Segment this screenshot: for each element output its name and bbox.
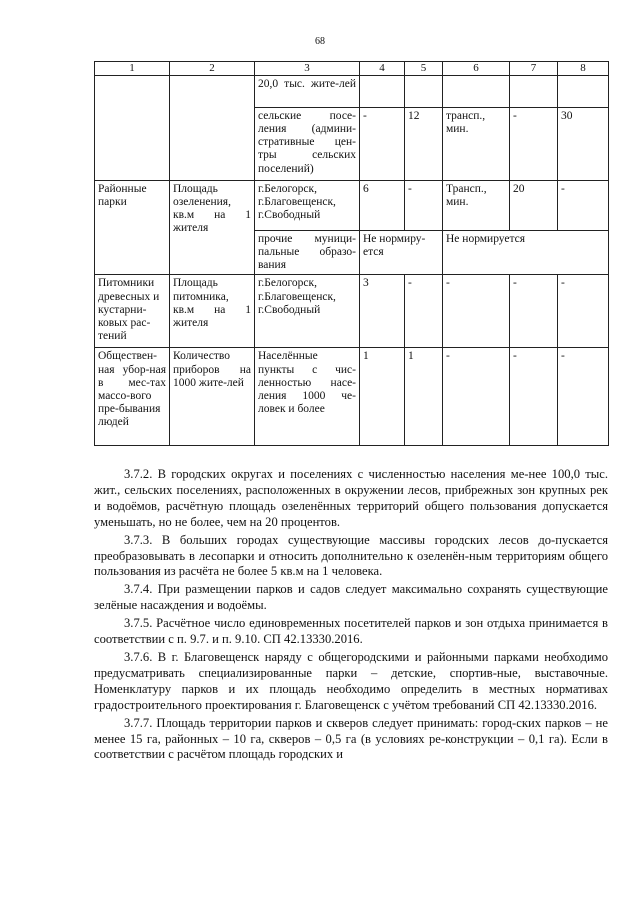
table-cell: 12 <box>405 107 443 180</box>
header-cell: 4 <box>360 62 405 76</box>
header-cell: 8 <box>558 62 609 76</box>
paragraph-3-7-2: 3.7.2. В городских округах и поселениях с численностью населения ме-нее 100,0 тыс. жит., сельских поселениях, расположенных в окружении лесов, прибрежных зон крупных рек и водоёмов, расчётную площадь озеленённых территорий общего пользования допускается уменьшать, но не более, чем на 20 процентов. <box>94 467 608 529</box>
table-cell: г.Белогорск, г.Благовещенск, г.Свободный <box>255 180 360 230</box>
table-cell: прочие муници-пальные образо-вания <box>255 230 360 275</box>
table-cell <box>558 75 609 107</box>
table-cell: г.Белогорск, г.Благовещенск, г.Свободный <box>255 275 360 348</box>
table-row <box>95 275 609 348</box>
header-cell: 6 <box>443 62 510 76</box>
table-cell: Районные парки <box>95 180 170 275</box>
table-cell: Не нормируется <box>443 230 609 275</box>
paragraph-3-7-5: 3.7.5. Расчётное число единовременных посетителей парков и зон отдыха принимается в соответствии с п. 9.7. и п. 9.10. СП 42.13330.2016. <box>94 616 608 647</box>
table-cell: - <box>510 107 558 180</box>
body-text <box>94 467 608 763</box>
table-cell: Площадь питомника, кв.м на 1 жителя <box>170 275 255 348</box>
norms-table <box>94 61 609 446</box>
table-cell: трансп., мин. <box>443 107 510 180</box>
table-row <box>95 348 609 446</box>
table-header-row <box>95 62 609 76</box>
table-cell: - <box>443 275 510 348</box>
table-cell: 30 <box>558 107 609 180</box>
table-cell: - <box>510 275 558 348</box>
table-cell: Площадь озеленения, кв.м на 1 жителя <box>170 180 255 275</box>
table-cell: - <box>360 107 405 180</box>
page-number: 68 <box>315 36 325 47</box>
table-cell: Обществен-ная убор-ная в мес-тах массо-вого пре-бывания людей <box>95 348 170 446</box>
table-cell: 20 <box>510 180 558 230</box>
table-cell: 20,0 тыс. жите-лей <box>255 75 360 107</box>
paragraph-3-7-6: 3.7.6. В г. Благовещенск наряду с общегородскими и районными парками необходимо предусматривать специализированные парки – детские, спортив-ные, выставочные. Номенклатуру парков и их площадь необходимо определить в местных нормативах градостроительного проектирования г. Благовещенск с учётом требований СП 42.13330.2016. <box>94 649 608 712</box>
paragraph-3-7-7: 3.7.7. Площадь территории парков и скверов следует принимать: город-ских парков – не менее 15 га, районных – 10 га, скверов – 0,5 га (в условиях ре-конструкции – 0,1 га). Если в соответствии с расчётом площадь городских и <box>94 715 608 762</box>
paragraph-3-7-3: 3.7.3. В больших городах существующие массивы городских лесов до-пускается преобразовывать в лесопарки и относить дополнительно к озеленён-ным территориям общего пользования из расчёта не более 5 кв.м на 1 человека. <box>94 532 608 579</box>
table-cell: 1 <box>360 348 405 446</box>
table-cell: Трансп., мин. <box>443 180 510 230</box>
paragraph-3-7-4: 3.7.4. При размещении парков и садов следует максимально сохранять существующие зелёные насаждения и водоёмы. <box>94 582 608 613</box>
table-cell: Количество приборов на 1000 жите-лей <box>170 348 255 446</box>
table-row <box>95 180 609 230</box>
table-cell <box>510 75 558 107</box>
header-cell: 1 <box>95 62 170 76</box>
table-cell: Питомники древесных и кустарни-ковых рас-тений <box>95 275 170 348</box>
header-cell: 2 <box>170 62 255 76</box>
table-cell: - <box>558 275 609 348</box>
table-cell <box>443 75 510 107</box>
table-cell: сельские посе-ления (админи-стративные цен-тры сельских поселений) <box>255 107 360 180</box>
table-cell <box>405 75 443 107</box>
table-cell: - <box>443 348 510 446</box>
table-cell: Не нормиру-ется <box>360 230 443 275</box>
table-cell: - <box>558 180 609 230</box>
header-cell: 3 <box>255 62 360 76</box>
header-cell: 5 <box>405 62 443 76</box>
table-cell: 6 <box>360 180 405 230</box>
table-cell: Населённые пункты с чис-ленностью насе-ления 1000 че-ловек и более <box>255 348 360 446</box>
table-cell: - <box>510 348 558 446</box>
table-row <box>95 75 609 107</box>
table-cell <box>170 75 255 180</box>
header-cell: 7 <box>510 62 558 76</box>
table-cell: 1 <box>405 348 443 446</box>
table-cell <box>360 75 405 107</box>
table-cell: 3 <box>360 275 405 348</box>
table-cell: - <box>558 348 609 446</box>
table-cell: - <box>405 180 443 230</box>
table-cell <box>95 75 170 180</box>
table-cell: - <box>405 275 443 348</box>
